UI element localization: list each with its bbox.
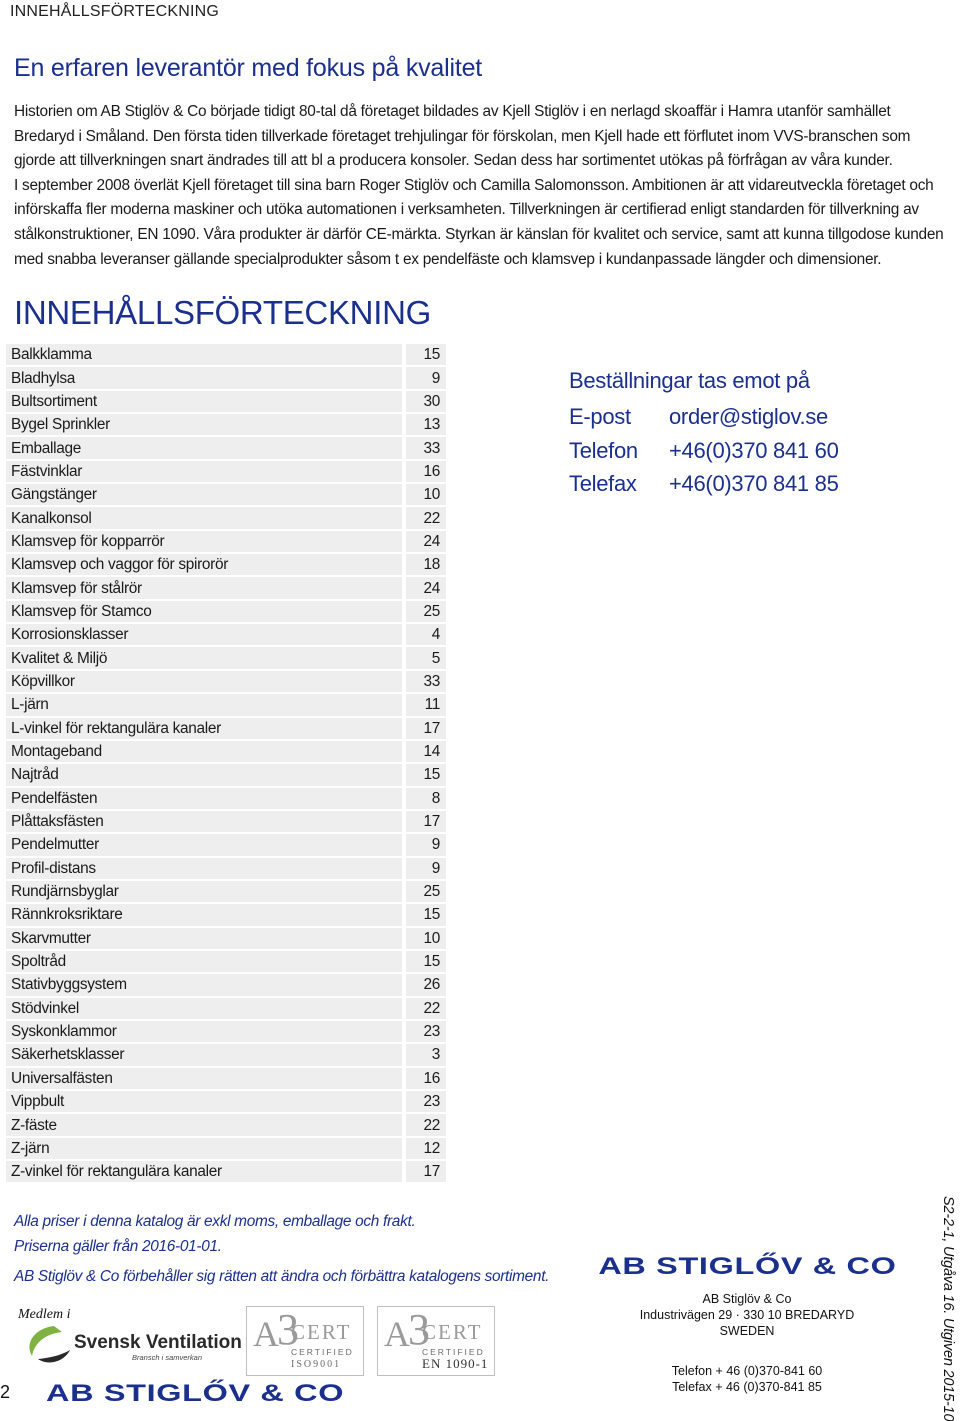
company-fax: Telefax + 46 (0)370-841 85 xyxy=(672,1380,822,1394)
toc-item-page: 22 xyxy=(406,998,446,1019)
toc-item-page: 15 xyxy=(406,951,446,972)
toc-item-name: Stödvinkel xyxy=(6,998,402,1019)
toc-item-page: 12 xyxy=(406,1138,446,1159)
toc-item-name: Rundjärnsbyglar xyxy=(6,881,402,902)
toc-row xyxy=(6,391,446,412)
toc-item-page: 15 xyxy=(406,764,446,785)
toc-row xyxy=(6,764,446,785)
toc-item-name: Emballage xyxy=(6,437,402,458)
toc-item-name: Fästvinklar xyxy=(6,461,402,482)
toc-item-page: 8 xyxy=(406,788,446,809)
toc-row xyxy=(6,928,446,949)
toc-row xyxy=(6,741,446,762)
toc-item-name: Stativbyggsystem xyxy=(6,974,402,995)
toc-item-page: 15 xyxy=(406,904,446,925)
toc-item-name: L-järn xyxy=(6,694,402,715)
certified-word: CERTIFIED xyxy=(422,1347,485,1357)
order-phone-value: +46(0)370 841 60 xyxy=(669,437,839,463)
toc-item-page: 16 xyxy=(406,1068,446,1089)
toc-item-name: Kvalitet & Miljö xyxy=(6,647,402,668)
toc-row xyxy=(6,507,446,528)
order-fax-value: +46(0)370 841 85 xyxy=(669,471,839,496)
company-country: SWEDEN xyxy=(719,1324,775,1338)
company-info xyxy=(592,1253,902,1395)
toc-item-page: 16 xyxy=(406,461,446,482)
toc-item-name: Vippbult xyxy=(6,1091,402,1112)
toc-item-page: 25 xyxy=(406,881,446,902)
order-heading: Beställningar tas emot på xyxy=(569,368,810,393)
order-email-value[interactable]: order@stiglov.se xyxy=(669,404,828,429)
toc-item-name: Köpvillkor xyxy=(6,671,402,692)
a3-cert-iso9001-badge xyxy=(246,1306,364,1376)
cert-word: CERT xyxy=(291,1320,352,1344)
toc-item-page: 11 xyxy=(406,694,446,715)
toc-item-page: 17 xyxy=(406,1161,446,1182)
toc-item-name: Gängstänger xyxy=(6,484,402,505)
toc-item-name: Klamsvep för Stamco xyxy=(6,601,402,622)
toc-table xyxy=(6,342,446,1184)
toc-item-name: Balkklamma xyxy=(6,344,402,365)
order-fax-row xyxy=(569,467,839,501)
toc-item-page: 15 xyxy=(406,344,446,365)
toc-row xyxy=(6,881,446,902)
a3-cert-mark: A3 xyxy=(253,1305,299,1354)
toc-row xyxy=(6,461,446,482)
toc-item-name: Spoltråd xyxy=(6,951,402,972)
intro-paragraph-1: Historien om AB Stiglöv & Co började tidigt 80-tal då företaget bildades av Kjell Stiglöv i en nerlagd skoaffär i Hamra utanför samhället Bredaryd i Småland. Den första tiden tillverkade företaget trehjulingar för förskolan, men Kjell hade ett förflutet inom VVS-branschen som gjorde att tillverkningen snart ändrades till att bl a producera konsoler. Sedan dess har sortimentet utökas på förfrågan av våra kunder. xyxy=(14,103,911,170)
toc-row xyxy=(6,788,446,809)
toc-item-page: 10 xyxy=(406,484,446,505)
catalog-notes xyxy=(14,1210,549,1286)
toc-item-page: 18 xyxy=(406,554,446,575)
toc-row xyxy=(6,554,446,575)
toc-row xyxy=(6,834,446,855)
toc-item-page: 9 xyxy=(406,367,446,388)
toc-item-page: 14 xyxy=(406,741,446,762)
toc-row xyxy=(6,1138,446,1159)
company-address xyxy=(592,1291,902,1339)
toc-row xyxy=(6,484,446,505)
cert-standard: EN 1090-1 xyxy=(422,1356,489,1371)
toc-row xyxy=(6,904,446,925)
company-name: AB Stiglöv & Co xyxy=(702,1292,792,1306)
cert-standard: ISO9001 xyxy=(291,1359,342,1370)
page-number: 2 xyxy=(0,1382,11,1402)
company-phone: Telefon + 46 (0)370-841 60 xyxy=(671,1364,823,1378)
a3-cert-en1090-badge xyxy=(377,1306,495,1376)
toc-row xyxy=(6,1068,446,1089)
toc-item-name: Z-järn xyxy=(6,1138,402,1159)
prices-note-line-1: Alla priser i denna katalog är exkl moms, emballage och frakt. xyxy=(14,1213,416,1230)
order-email-row xyxy=(569,400,839,434)
toc-item-page: 33 xyxy=(406,671,446,692)
toc-row xyxy=(6,344,446,365)
toc-row xyxy=(6,718,446,739)
toc-item-page: 5 xyxy=(406,647,446,668)
toc-row xyxy=(6,531,446,552)
toc-row xyxy=(6,647,446,668)
intro-title: En erfaren leverantör med fokus på kvalitet xyxy=(14,54,483,82)
svensk-ventilation-swoosh-icon xyxy=(29,1326,70,1362)
toc-row xyxy=(6,951,446,972)
running-header: INNEHÅLLSFÖRTECKNING xyxy=(10,3,220,20)
toc-item-name: Profil-distans xyxy=(6,858,402,879)
toc-row xyxy=(6,1021,446,1042)
order-phone-row xyxy=(569,434,839,468)
toc-item-name: Klamsvep för stålrör xyxy=(6,577,402,598)
toc-item-page: 10 xyxy=(406,928,446,949)
intro-body xyxy=(14,100,944,272)
bottom-company-wordmark: AB STIGLŐV & CO xyxy=(46,1380,345,1407)
toc-item-page: 26 xyxy=(406,974,446,995)
toc-item-name: Montageband xyxy=(6,741,402,762)
toc-item-name: Pendelfästen xyxy=(6,788,402,809)
order-fax-label: Telefax xyxy=(569,471,637,496)
toc-row xyxy=(6,1044,446,1065)
toc-item-page: 17 xyxy=(406,718,446,739)
member-text: Medlem i xyxy=(18,1307,71,1322)
toc-item-page: 25 xyxy=(406,601,446,622)
toc-item-name: Skarvmutter xyxy=(6,928,402,949)
prices-note-line-2: Priserna gäller från 2016-01-01. xyxy=(14,1237,222,1255)
order-contact-box xyxy=(569,368,839,501)
toc-item-name: Universalfästen xyxy=(6,1068,402,1089)
toc-row xyxy=(6,694,446,715)
toc-item-name: Bultsortiment xyxy=(6,391,402,412)
a3-cert-mark: A3 xyxy=(384,1305,430,1354)
toc-item-page: 4 xyxy=(406,624,446,645)
toc-item-page: 33 xyxy=(406,437,446,458)
toc-item-page: 24 xyxy=(406,577,446,598)
toc-item-name: Pendelmutter xyxy=(6,834,402,855)
toc-item-page: 3 xyxy=(406,1044,446,1065)
toc-item-page: 23 xyxy=(406,1091,446,1112)
toc-item-name: Klamsvep för kopparrör xyxy=(6,531,402,552)
toc-item-name: Bygel Sprinkler xyxy=(6,414,402,435)
edition-vertical-note xyxy=(936,1196,956,1421)
toc-row xyxy=(6,858,446,879)
cert-word: CERT xyxy=(422,1320,483,1344)
toc-item-name: Rännkroksriktare xyxy=(6,904,402,925)
company-phones xyxy=(592,1363,902,1395)
company-wordmark: AB STIGLŐV & CO xyxy=(597,1253,897,1280)
toc-row xyxy=(6,1114,446,1135)
toc-row xyxy=(6,998,446,1019)
toc-item-page: 22 xyxy=(406,507,446,528)
toc-item-page: 9 xyxy=(406,834,446,855)
certified-word: CERTIFIED xyxy=(291,1347,354,1357)
toc-row xyxy=(6,601,446,622)
toc-row xyxy=(6,811,446,832)
toc-row xyxy=(6,367,446,388)
svensk-ventilation-name: Svensk Ventilation xyxy=(74,1332,242,1353)
toc-item-name: Z-fäste xyxy=(6,1114,402,1135)
intro-paragraph-2: I september 2008 överlät Kjell företaget till sina barn Roger Stiglöv och Camilla Salomonsson. Ambitionen är att vidareutveckla företaget och införskaffa fler moderna maskiner och utöka automationen i verksamheten. Tillverkningen är certifierad enligt standarden för tillverkning av stålkonstruktioner, EN 1090. Våra produkter är därför CE-märkta. Styrkan är känslan för kvalitet och service, samt att kunna tillgodose kunden med snabba leveranser gällande specialprodukter såsom t ex pendelfäste och klamsvep i kundanpassade längder och dimensioner. xyxy=(14,176,944,268)
toc-row xyxy=(6,624,446,645)
order-phone-label: Telefon xyxy=(569,437,638,463)
toc-item-name: Najtråd xyxy=(6,764,402,785)
toc-row xyxy=(6,671,446,692)
toc-item-name: Z-vinkel för rektangulära kanaler xyxy=(6,1161,402,1182)
toc-title: INNEHÅLLSFÖRTECKNING xyxy=(14,294,431,331)
toc-row xyxy=(6,437,446,458)
toc-row xyxy=(6,577,446,598)
toc-item-page: 23 xyxy=(406,1021,446,1042)
order-email-label: E-post xyxy=(569,404,631,429)
toc-item-page: 24 xyxy=(406,531,446,552)
toc-item-name: Bladhylsa xyxy=(6,367,402,388)
toc-row xyxy=(6,1091,446,1112)
edition-text: S2-2-1, Utgåva 16. Utgiven 2015-10 xyxy=(940,1196,956,1421)
toc-item-name: Syskonklammor xyxy=(6,1021,402,1042)
toc-item-name: L-vinkel för rektangulära kanaler xyxy=(6,718,402,739)
svensk-ventilation-tagline: Bransch i samverkan xyxy=(132,1353,203,1362)
toc-item-page: 13 xyxy=(406,414,446,435)
toc-item-name: Säkerhetsklasser xyxy=(6,1044,402,1065)
toc-item-page: 22 xyxy=(406,1114,446,1135)
toc-item-page: 30 xyxy=(406,391,446,412)
toc-row xyxy=(6,414,446,435)
svensk-ventilation-logo xyxy=(14,1304,242,1374)
toc-item-name: Kanalkonsol xyxy=(6,507,402,528)
company-street: Industrivägen 29 · 330 10 BREDARYD xyxy=(639,1308,855,1322)
toc-item-page: 9 xyxy=(406,858,446,879)
toc-item-name: Korrosionsklasser xyxy=(6,624,402,645)
toc-item-name: Plåttaksfästen xyxy=(6,811,402,832)
reservation-note: AB Stiglöv & Co förbehåller sig rätten att ändra och förbättra katalogens sortiment. xyxy=(14,1268,550,1285)
toc-item-page: 17 xyxy=(406,811,446,832)
toc-item-name: Klamsvep och vaggor för spirorör xyxy=(6,554,402,575)
toc-row xyxy=(6,974,446,995)
toc-row xyxy=(6,1161,446,1182)
